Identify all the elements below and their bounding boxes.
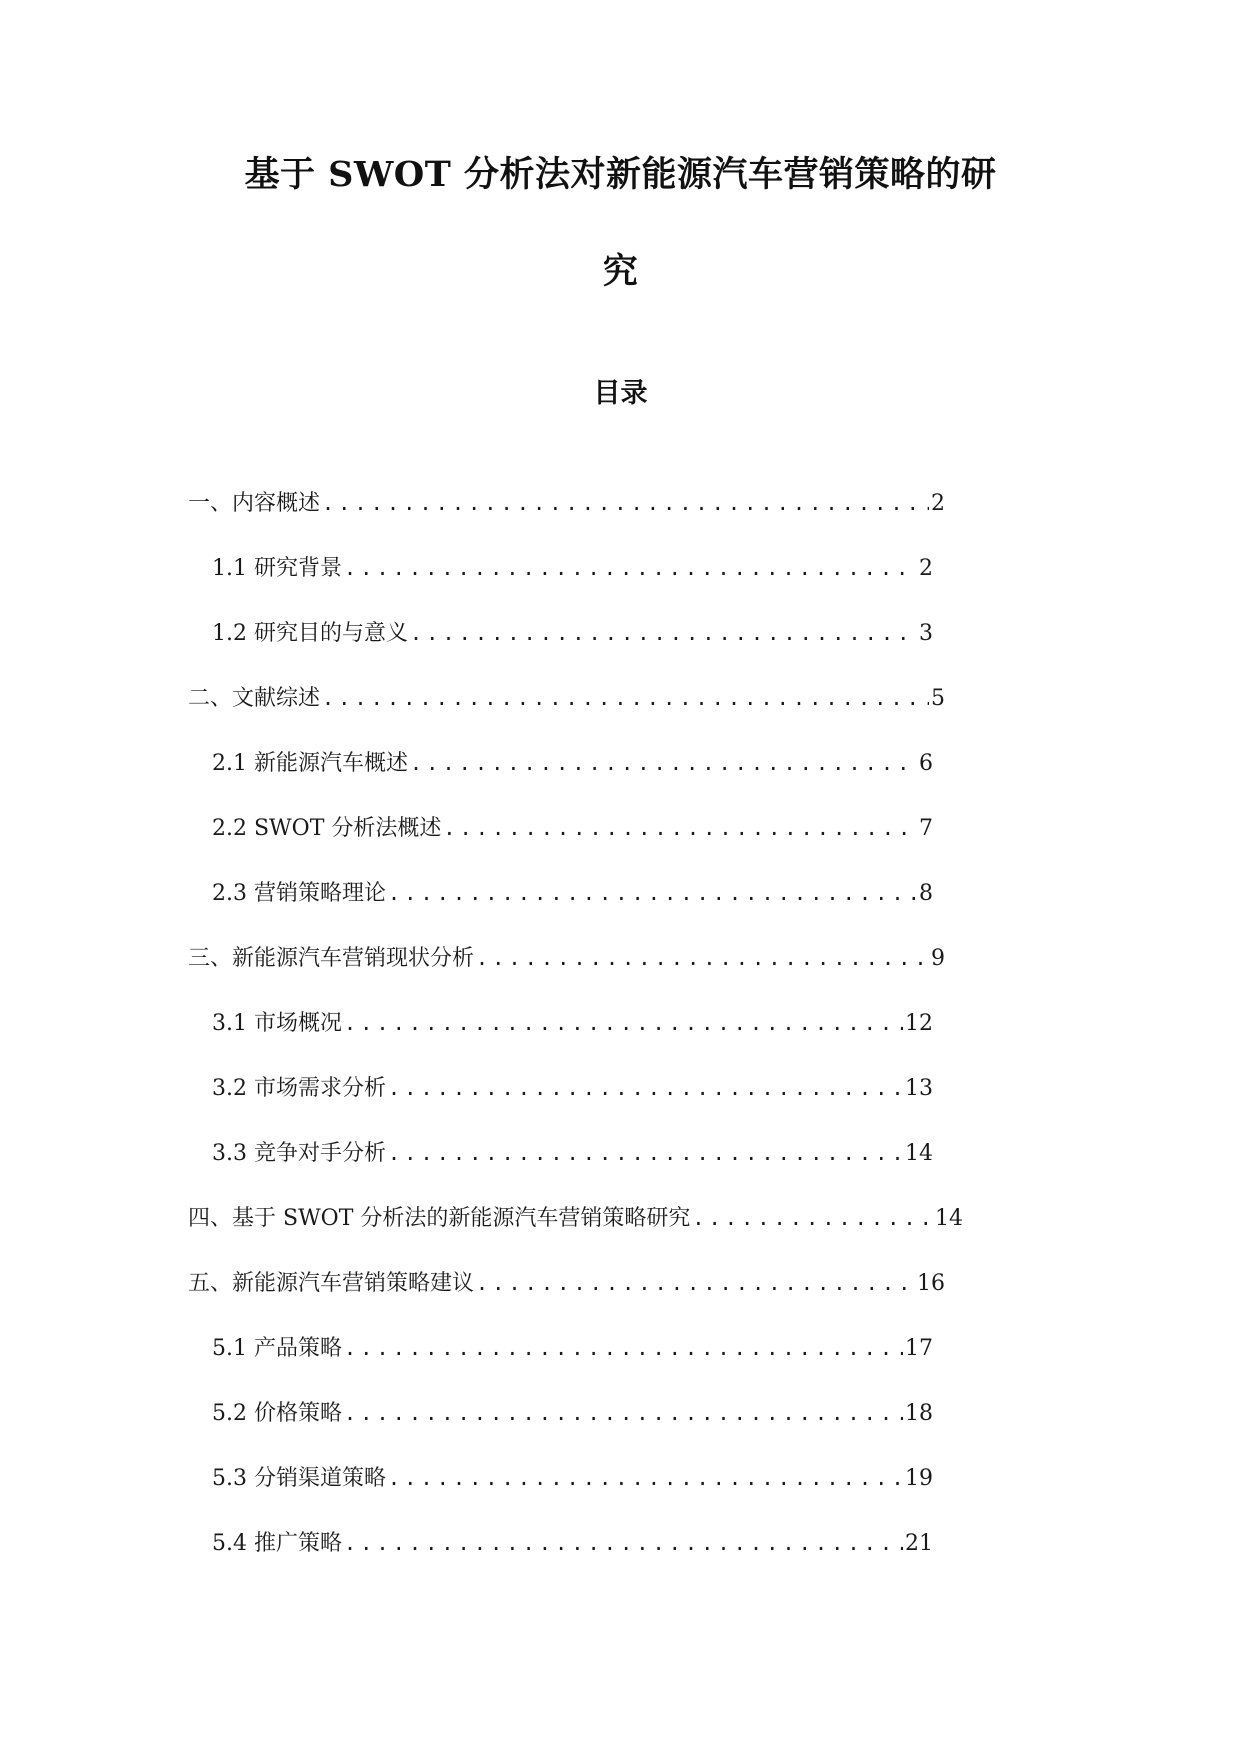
toc-leader-dots — [388, 879, 917, 907]
toc-entry[interactable] — [212, 1074, 933, 1103]
toc-entry-label: 三、新能源汽车营销现状分析 — [188, 946, 475, 971]
document-title-line-2: 究 — [602, 251, 639, 292]
toc-entry-label: 5.2 价格策略 — [212, 1401, 342, 1426]
toc-entry[interactable] — [212, 1009, 933, 1038]
document-title-line-1: 基于 SWOT 分析法对新能源汽车营销策略的研 — [244, 154, 997, 195]
toc-entry-page: 9 — [931, 946, 945, 971]
toc-leader-dots — [344, 1529, 903, 1557]
toc-leader-dots — [388, 1464, 903, 1492]
toc-leader-dots — [476, 1269, 915, 1297]
toc-entry[interactable] — [212, 814, 933, 843]
toc-entry-page: 6 — [919, 751, 933, 776]
toc-entry-page: 5 — [931, 686, 945, 711]
toc-entry-label: 五、新能源汽车营销策略建议 — [188, 1271, 475, 1296]
toc-leader-dots — [443, 814, 917, 842]
toc-entry-page: 2 — [919, 556, 933, 581]
toc-entry[interactable] — [212, 1334, 933, 1363]
toc-entry[interactable] — [212, 1464, 933, 1493]
toc-entry[interactable] — [212, 1399, 933, 1428]
toc-leader-dots — [388, 1139, 903, 1167]
toc-entry-page: 7 — [919, 816, 933, 841]
toc-entry-label: 2.1 新能源汽车概述 — [212, 751, 408, 776]
toc-entry-page: 13 — [905, 1076, 933, 1101]
toc-entry[interactable] — [212, 1529, 933, 1558]
toc-leader-dots — [322, 684, 929, 712]
toc-entry-label: 5.4 推广策略 — [212, 1531, 342, 1556]
toc-entry-label: 3.1 市场概况 — [212, 1011, 342, 1036]
toc-entry-label: 一、内容概述 — [188, 491, 321, 516]
toc-heading: 目录 — [593, 378, 648, 409]
toc-entry-page: 16 — [917, 1271, 945, 1296]
toc-leader-dots — [344, 1399, 903, 1427]
toc-entry-page: 14 — [935, 1206, 963, 1231]
toc-entry[interactable] — [188, 489, 945, 518]
toc-leader-dots — [476, 944, 929, 972]
toc-entry[interactable] — [188, 684, 945, 713]
toc-entry[interactable] — [212, 749, 933, 778]
toc-entry-label: 2.3 营销策略理论 — [212, 881, 386, 906]
toc-entry-page: 21 — [905, 1531, 933, 1556]
toc-entry[interactable] — [212, 879, 933, 908]
toc-entry[interactable] — [212, 1139, 933, 1168]
toc-leader-dots — [344, 1009, 903, 1037]
toc-entry[interactable] — [212, 554, 933, 583]
toc-entry-page: 18 — [905, 1401, 933, 1426]
toc-entry-label: 3.2 市场需求分析 — [212, 1076, 386, 1101]
toc-entry-label: 1.2 研究目的与意义 — [212, 621, 408, 646]
toc-entry[interactable] — [188, 1269, 945, 1298]
toc-entry-label: 3.3 竞争对手分析 — [212, 1141, 386, 1166]
toc-entry-page: 17 — [905, 1336, 933, 1361]
toc-leader-dots — [344, 1334, 903, 1362]
toc-leader-dots — [410, 749, 917, 777]
toc-entry[interactable] — [188, 944, 945, 973]
toc-leader-dots — [388, 1074, 903, 1102]
toc-entry[interactable] — [188, 1204, 963, 1233]
toc-entry-page: 3 — [919, 621, 933, 646]
toc-entry-label: 二、文献综述 — [188, 686, 321, 711]
toc-entry-label: 2.2 SWOT 分析法概述 — [212, 816, 442, 841]
toc-leader-dots — [344, 554, 917, 582]
toc-entry-page: 19 — [905, 1466, 933, 1491]
toc-entry-page: 14 — [905, 1141, 933, 1166]
toc-leader-dots — [692, 1204, 933, 1232]
toc-entry-label: 四、基于 SWOT 分析法的新能源汽车营销策略研究 — [188, 1206, 691, 1231]
toc-leader-dots — [410, 619, 917, 647]
toc-entry-page: 12 — [905, 1011, 933, 1036]
toc-entry[interactable] — [212, 619, 933, 648]
toc-entry-label: 5.3 分销渠道策略 — [212, 1466, 386, 1491]
toc-entry-label: 5.1 产品策略 — [212, 1336, 342, 1361]
toc-entry-label: 1.1 研究背景 — [212, 556, 342, 581]
toc-entry-page: 2 — [931, 491, 945, 516]
toc-entry-page: 8 — [919, 881, 933, 906]
toc-leader-dots — [322, 489, 929, 517]
